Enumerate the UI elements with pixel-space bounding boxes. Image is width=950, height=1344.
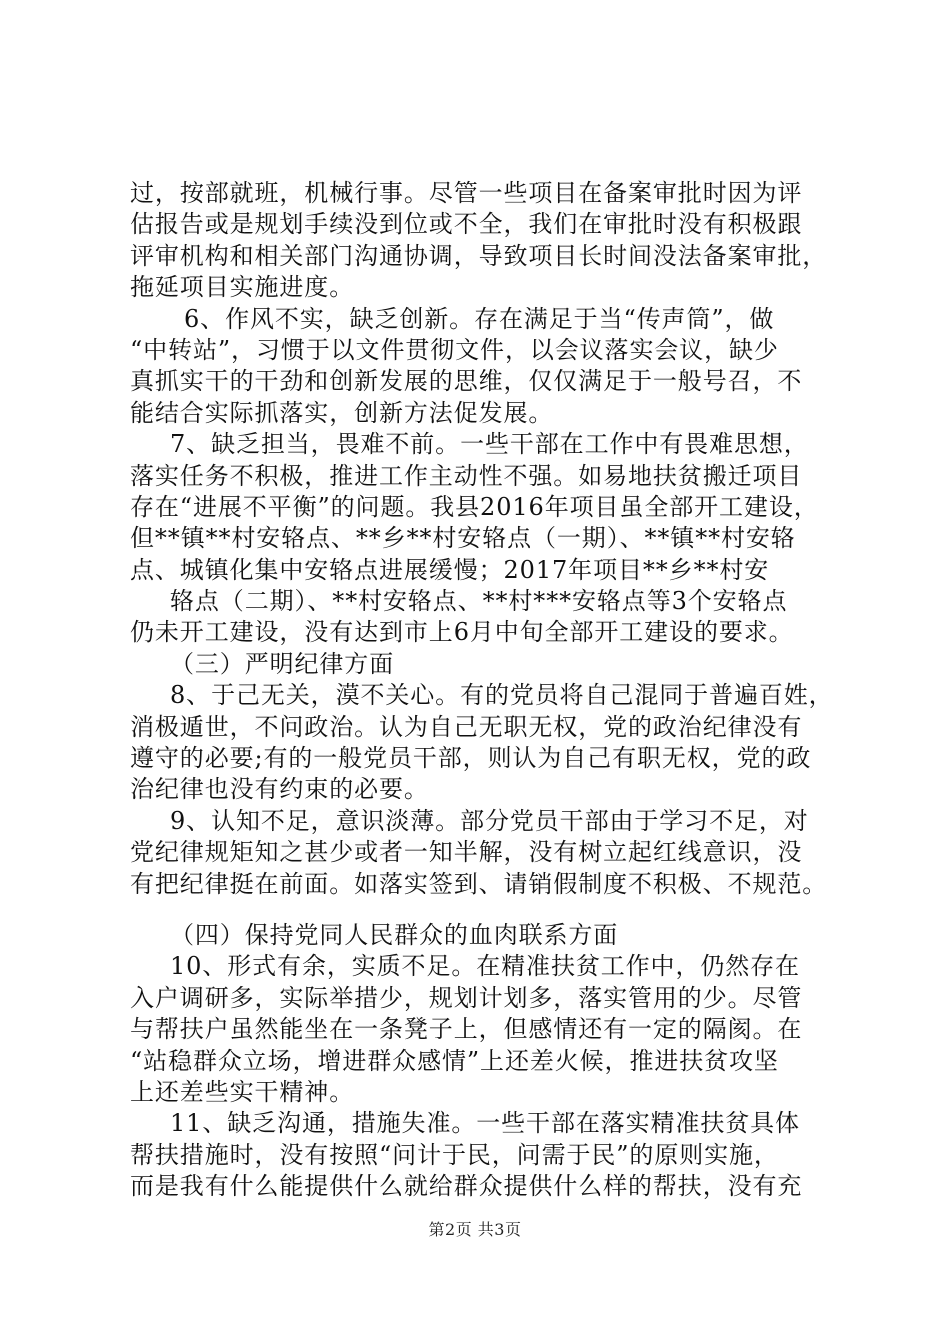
paragraph-11-first-line: 11、缺乏沟通，措施失准。一些干部在落实精准扶贫具体 xyxy=(170,1109,800,1138)
section-heading-4: （四）保持党同人民群众的血肉联系方面 xyxy=(170,920,619,949)
text-line: 过，按部就班，机械行事。尽管一些项目在备案审批时因为评 xyxy=(130,179,803,207)
text-line: 消极遁世，不问政治。认为自己无职无权，党的政治纪律没有 xyxy=(130,712,803,741)
text-line: 而是我有什么能提供什么就给群众提供什么样的帮扶，没有充 xyxy=(130,1172,803,1201)
text-line: 与帮扶户虽然能坐在一条凳子上，但感情还有一定的隔阂。在 xyxy=(130,1015,803,1044)
text-line: 遵守的必要;有的一般党员干部，则认为自己有职无权，党的政 xyxy=(130,744,812,773)
text-line: 治纪律也没有约束的必要。 xyxy=(130,775,429,804)
text-line: 估报告或是规划手续没到位或不全，我们在审批时没有积极跟 xyxy=(130,210,803,239)
paragraph-9-first-line: 9、认知不足，意识淡薄。部分党员干部由于学习不足，对 xyxy=(170,806,809,835)
text-line: 拖延项目实施进度。 xyxy=(130,273,355,302)
paragraph-7-first-line: 7、缺乏担当，畏难不前。一些干部在工作中有畏难思想， xyxy=(170,430,809,459)
text-line: “站稳群众立场，增进群众感情”上还差火候，推进扶贫攻坚 xyxy=(130,1046,779,1075)
text-line: 但**镇**村安辂点、**乡**村安辂点（一期）、**镇**村安辂 xyxy=(130,524,796,553)
text-line: 能结合实际抓落实，创新方法促发展。 xyxy=(130,398,554,427)
text-line: 有把纪律挺在前面。如落实签到、请销假制度不积极、不规范。 xyxy=(130,869,828,898)
paragraph-6-first-line: 6、作风不实，缺乏创新。存在满足于当“传声筒”，做 xyxy=(184,304,775,333)
text-line: 落实任务不积极，推进工作主动性不强。如易地扶贫搬迁项目 xyxy=(130,461,803,490)
document-body xyxy=(130,178,850,1203)
text-line: “中转站”，习惯于以文件贯彻文件，以会议落实会议，缺少 xyxy=(130,335,779,364)
paragraph-10-first-line: 10、形式有余，实质不足。在精准扶贫工作中，仍然存在 xyxy=(170,952,800,981)
paragraph-gap xyxy=(130,900,850,920)
text-line: 存在“进展不平衡”的问题。我县2016年项目虽全部开工建设， xyxy=(130,492,819,521)
page-footer xyxy=(0,1217,950,1240)
text-line: 评审机构和相关部门沟通协调，导致项目长时间没法备案审批， xyxy=(130,241,828,270)
text-line: 党纪律规矩知之甚少或者一知半解，没有树立起红线意识，没 xyxy=(130,838,803,867)
text-line: 入户调研多，实际举措少，规划计划多，落实管用的少。尽管 xyxy=(130,983,803,1012)
section-heading-3: （三）严明纪律方面 xyxy=(170,649,395,678)
text-line-indented: 辂点（二期）、**村安辂点、**村***安辂点等3个安辂点 xyxy=(170,587,788,616)
text-line: 上还差些实干精神。 xyxy=(130,1077,355,1106)
text-line: 真抓实干的干劲和创新发展的思维，仅仅满足于一般号召，不 xyxy=(130,367,803,396)
text-line: 点、城镇化集中安辂点进展缓慢；2017年项目**乡**村安 xyxy=(130,555,770,584)
text-line: 仍未开工建设，没有达到市上6月中旬全部开工建设的要求。 xyxy=(130,618,794,647)
paragraph-8-first-line: 8、于己无关，漠不关心。有的党员将自己混同于普遍百姓， xyxy=(170,681,834,710)
page-number-label: 第2页 共3页 xyxy=(428,1220,522,1239)
text-line: 帮扶措施时，没有按照“问计于民，问需于民”的原则实施， xyxy=(130,1140,779,1169)
